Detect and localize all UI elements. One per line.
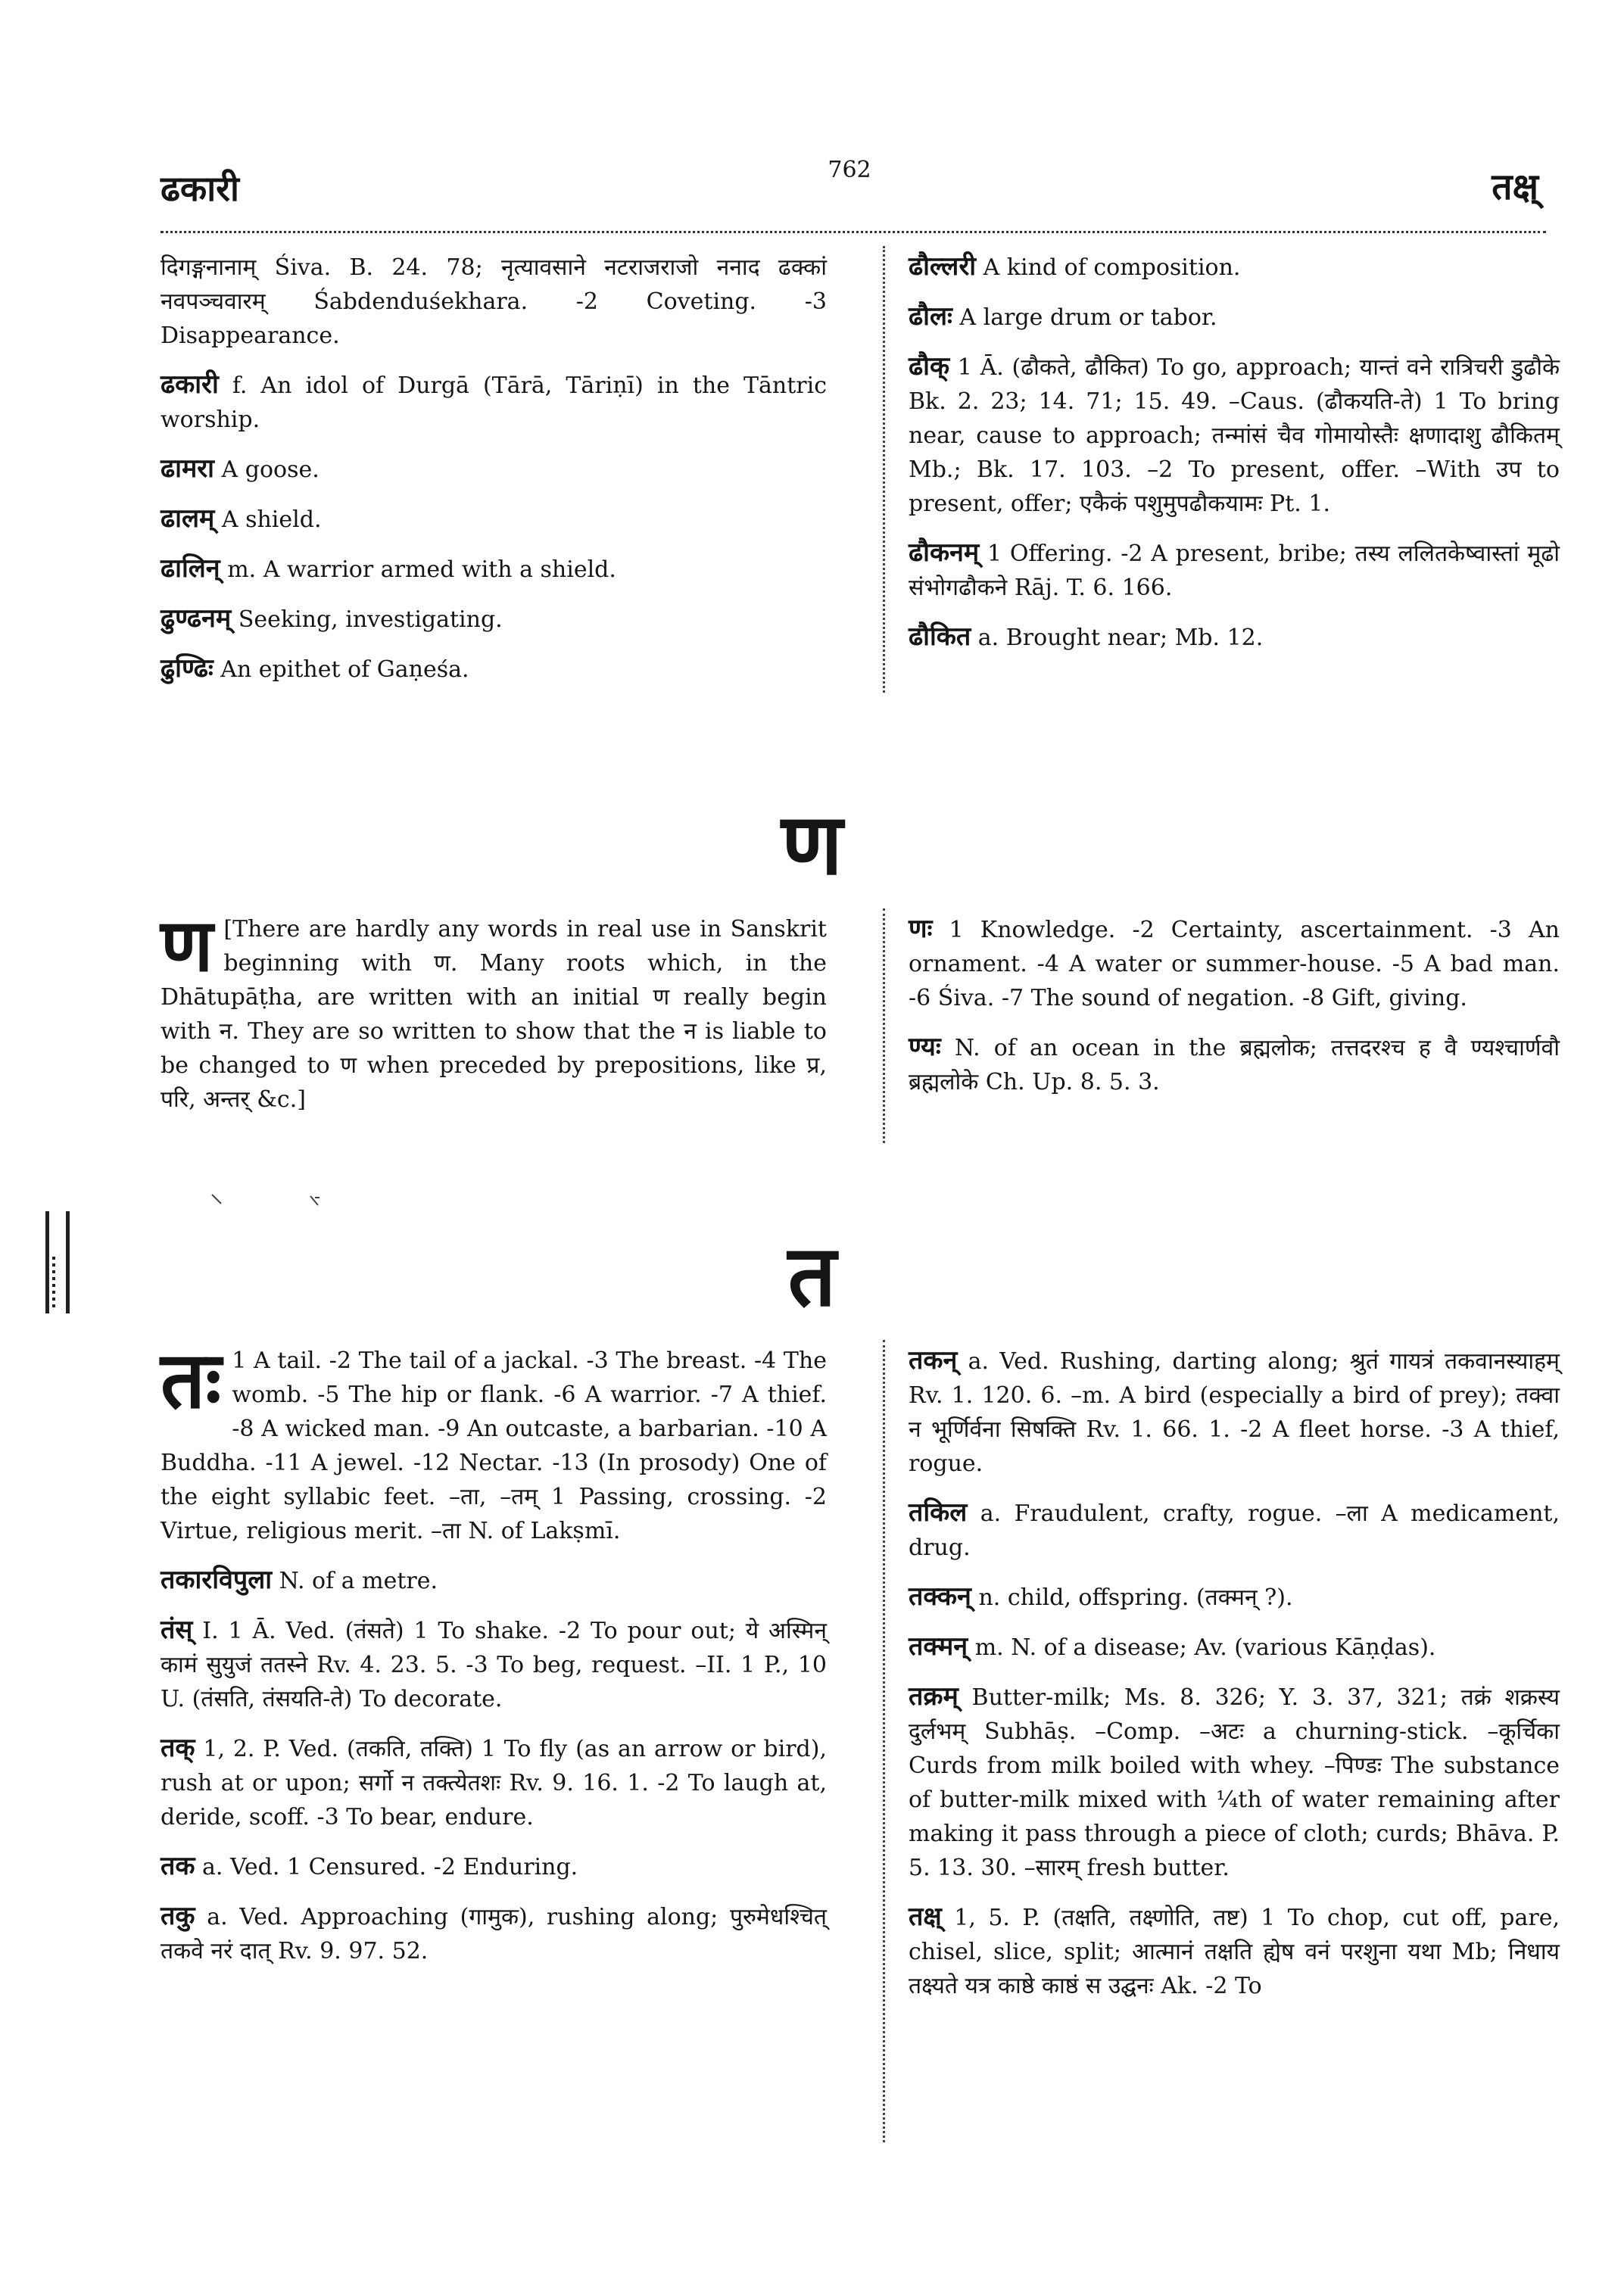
ta-left-column	[161, 1333, 827, 1983]
headword: ढौकित	[909, 622, 971, 652]
dictionary-entry: ढुण्ढिः An epithet of Gaṇeśa.	[161, 653, 469, 684]
dictionary-entry: तक् 1, 2. P. Ved. (तकति, तक्ति) 1 To fly (as an arrow or bird), rush at or upon; सर्गो न तक्त्येतशः Rv. 9. 16. 1. -2 To laugh at, deride, scoff. -3 To bear, endure.	[161, 1733, 827, 1830]
column-divider	[883, 1340, 885, 2142]
dictionary-entry: तः 1 A tail. -2 The tail of a jackal. -3 The breast. -4 The womb. -5 The hip or flank. -6 A warrior. -7 A thief. -8 A wicked man. -9 An outcaste, a barbarian. -10 A Buddha. -11 A jewel. -12 Nectar. -13 (In prosody) One of the eight syllabic feet. –ता, –तम् 1 Passing, crossing. -2 Virtue, religious merit. –ता N. of Lakṣmī.	[161, 1333, 827, 1544]
headword: ढुण्ढनम्	[161, 603, 232, 634]
headword: ढामरा	[161, 453, 214, 484]
headword: ढौलः	[909, 301, 952, 332]
dictionary-entry: तक्ष् 1, 5. P. (तक्षति, तक्ष्णोति, तष्ट) 1 To chop, cut off, pare, chisel, slice, split; आत्मानं तक्षति ह्येष वनं परशुना यथा Mb; निधाय तक्ष्यते यत्र काष्ठे काष्ठं स उद्घनः Ak. -2 To	[909, 1902, 1560, 1999]
header-rule	[161, 231, 1546, 233]
dictionary-entry: ढौकनम् 1 Offering. -2 A present, bribe; तस्य ललितकेष्वास्तां मूढो संभोगढौकने Rāj. T. 6. 166.	[909, 537, 1560, 601]
dictionary-entry: ढामरा A goose.	[161, 453, 320, 484]
headword: ढौल्लरी	[909, 251, 977, 282]
dictionary-entry: ढौक् 1 Ā. (ढौकते, ढौकित) To go, approach; यान्तं वने रात्रिचरी डुढौके Bk. 2. 23; 14. 71; 15. 49. –Caus. (ढौकयति-ते) 1 To bring near, cause to approach; तन्मांसं चैव गोमायोस्तैः क्षणादाशु ढौकितम् Mb.; Bk. 17. 103. –2 To present, offer. –With उप to present, offer; एकैकं पशुमुपढौकयामः Pt. 1.	[909, 351, 1560, 517]
header-right-word: तक्ष्	[1492, 166, 1538, 208]
dictionary-entry: तक्मन् m. N. of a disease; Av. (various Kāṇḍas).	[909, 1631, 1436, 1662]
dictionary-entry: दिगङ्गनानाम् Śiva. B. 24. 78; नृत्यावसाने नटराजराजो ननाद ढक्कां नवपञ्चवारम् Śabdenduśekhara. -2 Coveting. -3 Disappearance.	[161, 254, 827, 349]
scan-specks	[204, 1189, 341, 1219]
dha-left-column	[161, 250, 827, 702]
headword: तक्कन्	[909, 1581, 971, 1612]
page-number: 762	[828, 157, 871, 183]
headword: तंस्	[161, 1615, 193, 1645]
ta-right-column	[909, 1344, 1560, 2018]
section-intro: ण [There are hardly any words in real use in Sanskrit beginning with ण. Many roots which, in the Dhātupāṭha, are written with an initial ण really begin with न. They are so written to show that the न is liable to be changed to ण when preceded by prepositions, like प्र, परि, अन्तर् &c.]	[161, 902, 827, 1113]
margin-scan-ticks	[52, 1257, 55, 1310]
headword: तक	[161, 1851, 195, 1881]
headword: णः	[909, 914, 933, 944]
headword: ढालिन्	[161, 553, 220, 584]
dropcap-na: ण	[161, 902, 214, 988]
dropcap-ta: तः	[161, 1333, 222, 1426]
dictionary-entry: ण्यः N. of an ocean in the ब्रह्मलोक; तत्तदरश्च ह वै ण्यश्चार्णवौ ब्रह्मलोके Ch. Up. 8. 5. 3.	[909, 1032, 1560, 1095]
headword: तकु	[161, 1901, 195, 1931]
headword: तक्ष्	[909, 1902, 942, 1932]
column-divider	[883, 908, 885, 1143]
headword: ढौक्	[909, 351, 950, 382]
header-left-word: ढकारी	[161, 168, 239, 209]
dictionary-entry: ढौल्लरी A kind of composition.	[909, 251, 1241, 282]
dictionary-entry: ढुण्ढनम् Seeking, investigating.	[161, 603, 503, 634]
dictionary-entry: णः 1 Knowledge. -2 Certainty, ascertainment. -3 An ornament. -4 A water or summer-house. -5 A bad man. -6 Śiva. -7 The sound of negation. -8 Gift, giving.	[909, 914, 1560, 1011]
dictionary-entry: तक a. Ved. 1 Censured. -2 Enduring.	[161, 1851, 578, 1881]
na-intro-column	[161, 902, 827, 1132]
dictionary-entry: ढालम् A shield.	[161, 503, 322, 534]
dictionary-entry: तंस् I. 1 Ā. Ved. (तंसते) 1 To shake. -2 To pour out; ये अस्मिन् कामं सुयुजं ततस्ने Rv. 4. 23. 5. -3 To beg, request. –II. 1 P., 10 U. (तंसति, तंसयति-ते) To decorate.	[161, 1615, 827, 1712]
headword: ढकारी	[161, 369, 219, 400]
headword: तकारविपुला	[161, 1565, 273, 1595]
headword: तक्	[161, 1733, 195, 1763]
dictionary-entry: तकु a. Ved. Approaching (गामुक), rushing along; पुरुमेधश्चित् तकवे नरं दात् Rv. 9. 97. 52.	[161, 1901, 827, 1964]
headword: ढालम्	[161, 503, 215, 534]
dictionary-entry: तक्कन् n. child, offspring. (तक्मन् ?).	[909, 1581, 1293, 1612]
headword: तक्रम्	[909, 1681, 959, 1712]
dha-right-column	[909, 250, 1560, 670]
headword: ढुण्ढिः	[161, 653, 214, 684]
dictionary-entry: ढालिन् m. A warrior armed with a shield.	[161, 553, 616, 584]
dictionary-entry: तकिल a. Fraudulent, crafty, rogue. –ला A medicament, drug.	[909, 1497, 1560, 1561]
headword: तक्मन्	[909, 1631, 968, 1662]
headword: ण्यः	[909, 1032, 941, 1062]
section-letter-na: ण	[781, 795, 843, 894]
running-header	[161, 148, 1538, 216]
dictionary-entry: ढौकित a. Brought near; Mb. 12.	[909, 622, 1264, 652]
margin-scan-mark	[45, 1211, 70, 1313]
na-right-column	[909, 912, 1560, 1114]
dictionary-entry: तक्रम् Butter-milk; Ms. 8. 326; Y. 3. 37, 321; तक्रं शक्रस्य दुर्लभम् Subhāṣ. –Comp. –अटः a churning-stick. –कूर्चिका Curds from milk boiled with whey. –पिण्डः The substance of butter-milk mixed with ¼th of water remaining after making it pass through a piece of cloth; curds; Bhāva. P. 5. 13. 30. –सारम् fresh butter.	[909, 1681, 1560, 1881]
headword: तकिल	[909, 1497, 968, 1528]
dictionary-entry: ढौलः A large drum or tabor.	[909, 301, 1217, 332]
dictionary-entry: ढकारी f. An idol of Durgā (Tārā, Tāriṇī) in the Tāntric worship.	[161, 369, 827, 433]
headword: ढौकनम्	[909, 537, 980, 568]
column-divider	[883, 246, 885, 693]
dictionary-entry: तकारविपुला N. of a metre.	[161, 1565, 438, 1595]
dictionary-entry: तकन् a. Ved. Rushing, darting along; श्रुतं गायत्रं तकवानस्याहम् Rv. 1. 120. 6. –m. A bird (especially a bird of prey); तक्वा न भूर्णिर्वना सिषक्ति Rv. 1. 66. 1. -2 A fleet horse. -3 A thief, rogue.	[909, 1345, 1560, 1477]
headword: तकन्	[909, 1345, 958, 1375]
section-letter-ta: त	[787, 1226, 837, 1326]
